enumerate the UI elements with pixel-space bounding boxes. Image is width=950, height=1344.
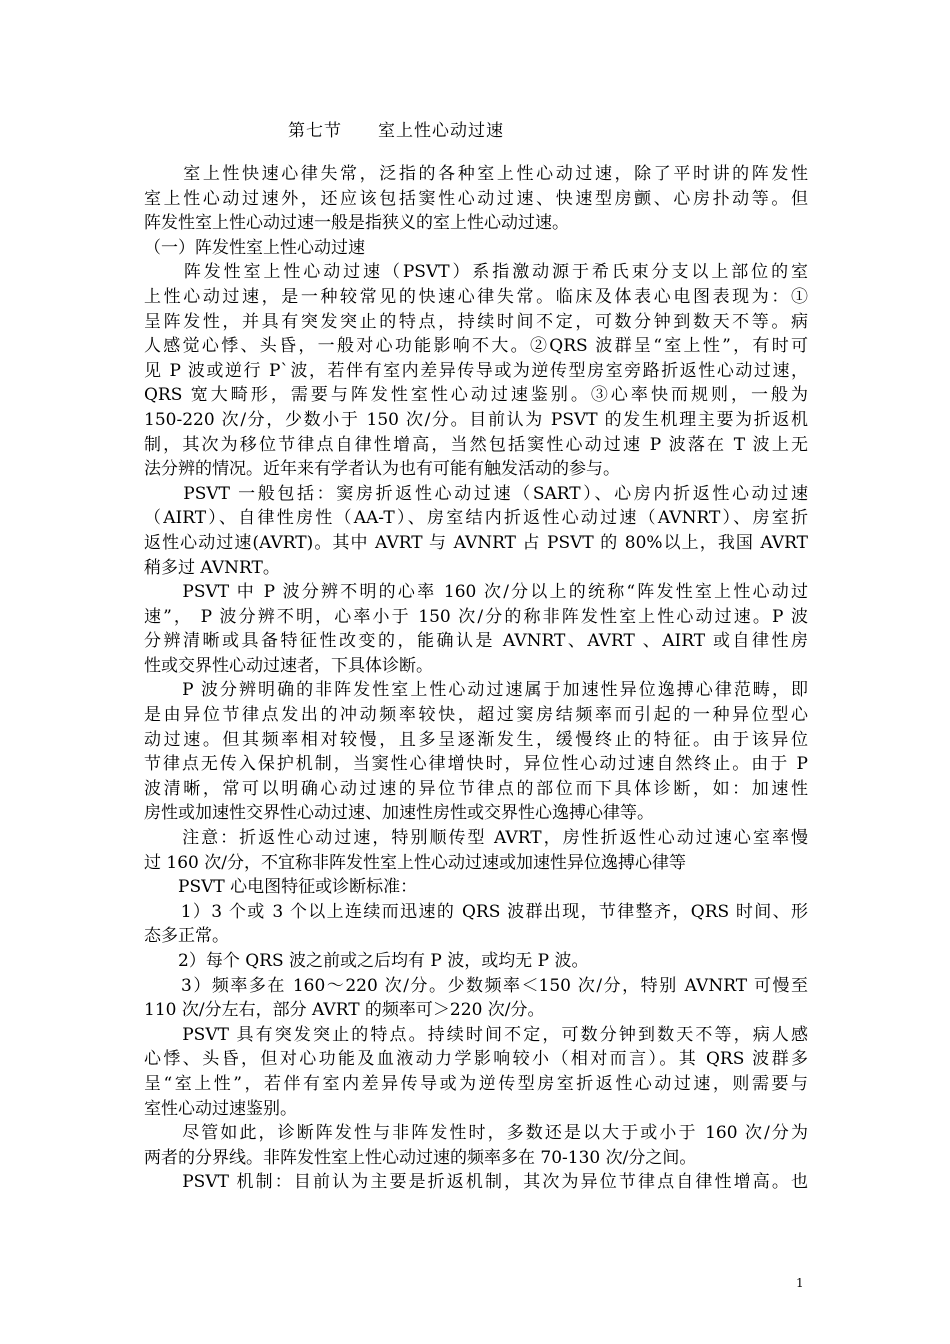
text-line: P 波分辨明确的非阵发性室上性心动过速属于加速性异位逸搏心律范畴，即 xyxy=(144,680,808,701)
text-line: 室性心动过速鉴别。 xyxy=(144,1098,297,1119)
text-line: 1）3 个或 3 个以上连续而迅速的 QRS 波群出现，节律整齐，QRS 时间、形 xyxy=(144,901,808,922)
text-line: 呈“室上性”，若伴有室内差异传导或为逆传型房室折返性心动过速，则需要与 xyxy=(144,1073,808,1094)
text-line: PSVT 具有突发突止的特点。持续时间不定，可数分钟到数天不等，病人感 xyxy=(144,1024,808,1045)
text-line: 速”， P 波分辨不明，心率小于 150 次/分的称非阵发性室上性心动过速。P 波 xyxy=(144,606,808,627)
text-line: 2）每个 QRS 波之前或之后均有 P 波，或均无 P 波。 xyxy=(144,951,589,971)
text-line: 稍多过 AVNRT。 xyxy=(144,557,280,578)
text-line: 阵发性室上性心动过速（PSVT）系指激动源于希氏束分支以上部位的室 xyxy=(144,262,808,283)
text-line: 两者的分界线。非阵发性室上性心动过速的频率多在 70-130 次/分之间。 xyxy=(144,1147,697,1168)
text-line: 心悸、头昏，但对心功能及血液动力学影响较小（相对而言）。其 QRS 波群多 xyxy=(144,1049,808,1070)
text-line: 性或交界性心动过速者，下具体诊断。 xyxy=(144,655,433,676)
text-line: 动过速。但其频率相对较慢，且多呈逐渐发生，缓慢终止的特征。由于该异位 xyxy=(144,729,808,750)
text-line: 尽管如此，诊断阵发性与非阵发性时，多数还是以大于或小于 160 次/分为 xyxy=(144,1123,808,1144)
text-line: 节律点无传入保护机制，当窦性心律增快时，异位性心动过速自然终止。由于 P xyxy=(144,754,808,775)
page-number: 1 xyxy=(796,1276,804,1290)
text-line: 法分辨的情况。近年来有学者认为也有可能有触发活动的参与。 xyxy=(144,459,620,480)
text-line: 波清晰，常可以明确心动过速的异位节律点的部位而下具体诊断，如：加速性 xyxy=(144,778,808,799)
text-line: 过 160 次/分，不宜称非阵发性室上性心动过速或加速性异位逸搏心律等 xyxy=(144,852,686,873)
text-line: 室上性快速心律失常，泛指的各种室上性心动过速，除了平时讲的阵发性 xyxy=(144,164,808,184)
text-line: 阵发性室上性心动过速一般是指狭义的室上性心动过速。 xyxy=(144,213,569,234)
text-line: 房性或加速性交界性心动过速、加速性房性或交界性心逸搏心律等。 xyxy=(144,803,654,824)
text-line: 人感觉心悸、头昏，一般对心功能影响不大。②QRS 波群呈“室上性”，有时可 xyxy=(144,336,808,357)
text-line: 注意：折返性心动过速，特别顺传型 AVRT，房性折返性心动过速心室率慢 xyxy=(144,828,808,849)
text-line: 室上性心动过速外，还应该包括窦性心动过速、快速型房颤、心房扑动等。但 xyxy=(144,188,808,209)
text-line: 制，其次为移位节律点自律性增高，当然包括窦性心动过速 P 波落在 T 波上无 xyxy=(144,434,808,455)
text-line: （AIRT）、自律性房性（AA-T）、房室结内折返性心动过速（AVNRT）、房室折 xyxy=(144,508,808,529)
text-line: 呈阵发性，并具有突发突止的特点，持续时间不定，可数分钟到数天不等。病 xyxy=(144,311,808,332)
text-line: （一）阵发性室上性心动过速 xyxy=(144,237,365,258)
text-line: PSVT 中 P 波分辨不明的心率 160 次/分以上的统称“阵发性室上性心动过 xyxy=(144,582,808,603)
text-line: PSVT 心电图特征或诊断标准： xyxy=(144,877,418,898)
text-line: 110 次/分左右，部分 AVRT 的频率可＞220 次/分。 xyxy=(144,1000,545,1021)
section-title: 第七节 室上性心动过速 xyxy=(288,121,504,141)
text-line: 返性心动过速(AVRT)。其中 AVRT 与 AVNRT 占 PSVT 的 80%以上，我国 AVRT xyxy=(144,532,808,553)
text-line: 3）频率多在 160～220 次/分。少数频率＜150 次/分，特别 AVNRT 可慢至 xyxy=(144,975,808,996)
text-line: QRS 宽大畸形，需要与阵发性室性心动过速鉴别。③心率快而规则，一般为 xyxy=(144,385,808,406)
text-line: 分辨清晰或具备特征性改变的，能确认是 AVNRT、AVRT 、AIRT 或自律性房 xyxy=(144,631,808,652)
body-text xyxy=(144,162,808,1195)
text-line: 150-220 次/分，少数小于 150 次/分。目前认为 PSVT 的发生机理主要为折返机 xyxy=(144,409,808,430)
text-line: 见 P 波或逆行 P`波，若伴有室内差异传导或为逆传型房室旁路折返性心动过速， xyxy=(144,360,808,381)
text-line: 是由异位节律点发出的冲动频率较快，超过窦房结频率而引起的一种异位型心 xyxy=(144,705,808,726)
text-line: PSVT 一般包括：窦房折返性心动过速（SART）、心房内折返性心动过速 xyxy=(144,483,808,504)
text-line: PSVT 机制：目前认为主要是折返机制，其次为异位节律点自律性增高。也 xyxy=(144,1172,808,1193)
text-line: 态多正常。 xyxy=(144,926,229,947)
text-line: 上性心动过速，是一种较常见的快速心律失常。临床及体表心电图表现为：① xyxy=(144,286,808,307)
